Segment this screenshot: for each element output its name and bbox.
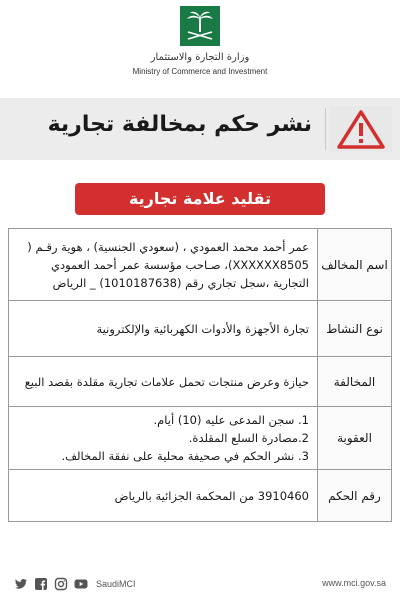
page-title: نشر حكم بمخالفة تجارية <box>47 112 312 137</box>
ministry-name-arabic: وزارة التجارة والاستثمار <box>150 52 250 63</box>
activity-type-value: تجارة الأجهزة والأدوات الكهربائية والإلكترونية <box>9 301 318 357</box>
violation-value: حيازة وعرض منتجات تحمل علامات تجارية مقلدة بقصد البيع <box>9 357 318 407</box>
row-label: المخالفة <box>318 357 392 407</box>
table-row <box>9 357 392 407</box>
facebook-icon[interactable] <box>34 577 48 591</box>
row-label: اسم المخالف <box>318 229 392 301</box>
header <box>0 0 400 86</box>
palm-swords-emblem-icon <box>180 6 220 46</box>
ruling-number-value: 3910460 من المحكمة الجزائية بالرياض <box>9 470 318 522</box>
penalty-value <box>9 407 318 470</box>
twitter-icon[interactable] <box>14 577 28 591</box>
website-link[interactable]: www.mci.gov.sa <box>322 578 386 588</box>
table-row <box>9 301 392 357</box>
penalty-item: 2.مصادرة السلع المقلدة. <box>188 431 309 445</box>
warning-icon <box>330 106 392 152</box>
instagram-icon[interactable] <box>54 577 68 591</box>
row-label: العقوبة <box>318 407 392 470</box>
footer <box>0 572 400 596</box>
social-handle[interactable]: SaudiMCI <box>96 579 136 589</box>
youtube-icon[interactable] <box>74 577 88 591</box>
penalty-item: 3. نشر الحكم في صحيفة محلية على نفقة المخالف. <box>61 449 309 463</box>
row-label: نوع النشاط <box>318 301 392 357</box>
banner-divider <box>325 108 326 150</box>
title-banner <box>0 98 400 160</box>
row-label: رقم الحكم <box>318 470 392 522</box>
violator-name-value: عمر أحمد محمد العمودي ، (سعودي الجنسية) ، هوية رقـم ( XXXXXX8505)، صـاحب مؤسسة عمر أحمد العمودي التجارية ،سجل تجاري رقم (1010187638) _ الرياض <box>9 229 318 301</box>
table-row <box>9 229 392 301</box>
social-links <box>14 575 136 593</box>
table-row <box>9 470 392 522</box>
penalty-item: 1. سجن المدعى عليه (10) أيام. <box>153 413 309 427</box>
ruling-details-table <box>8 228 392 522</box>
violation-subject-badge: تقليد علامة تجارية <box>75 183 325 215</box>
ministry-name-english: Ministry of Commerce and Investment <box>132 67 268 76</box>
table-row <box>9 407 392 470</box>
